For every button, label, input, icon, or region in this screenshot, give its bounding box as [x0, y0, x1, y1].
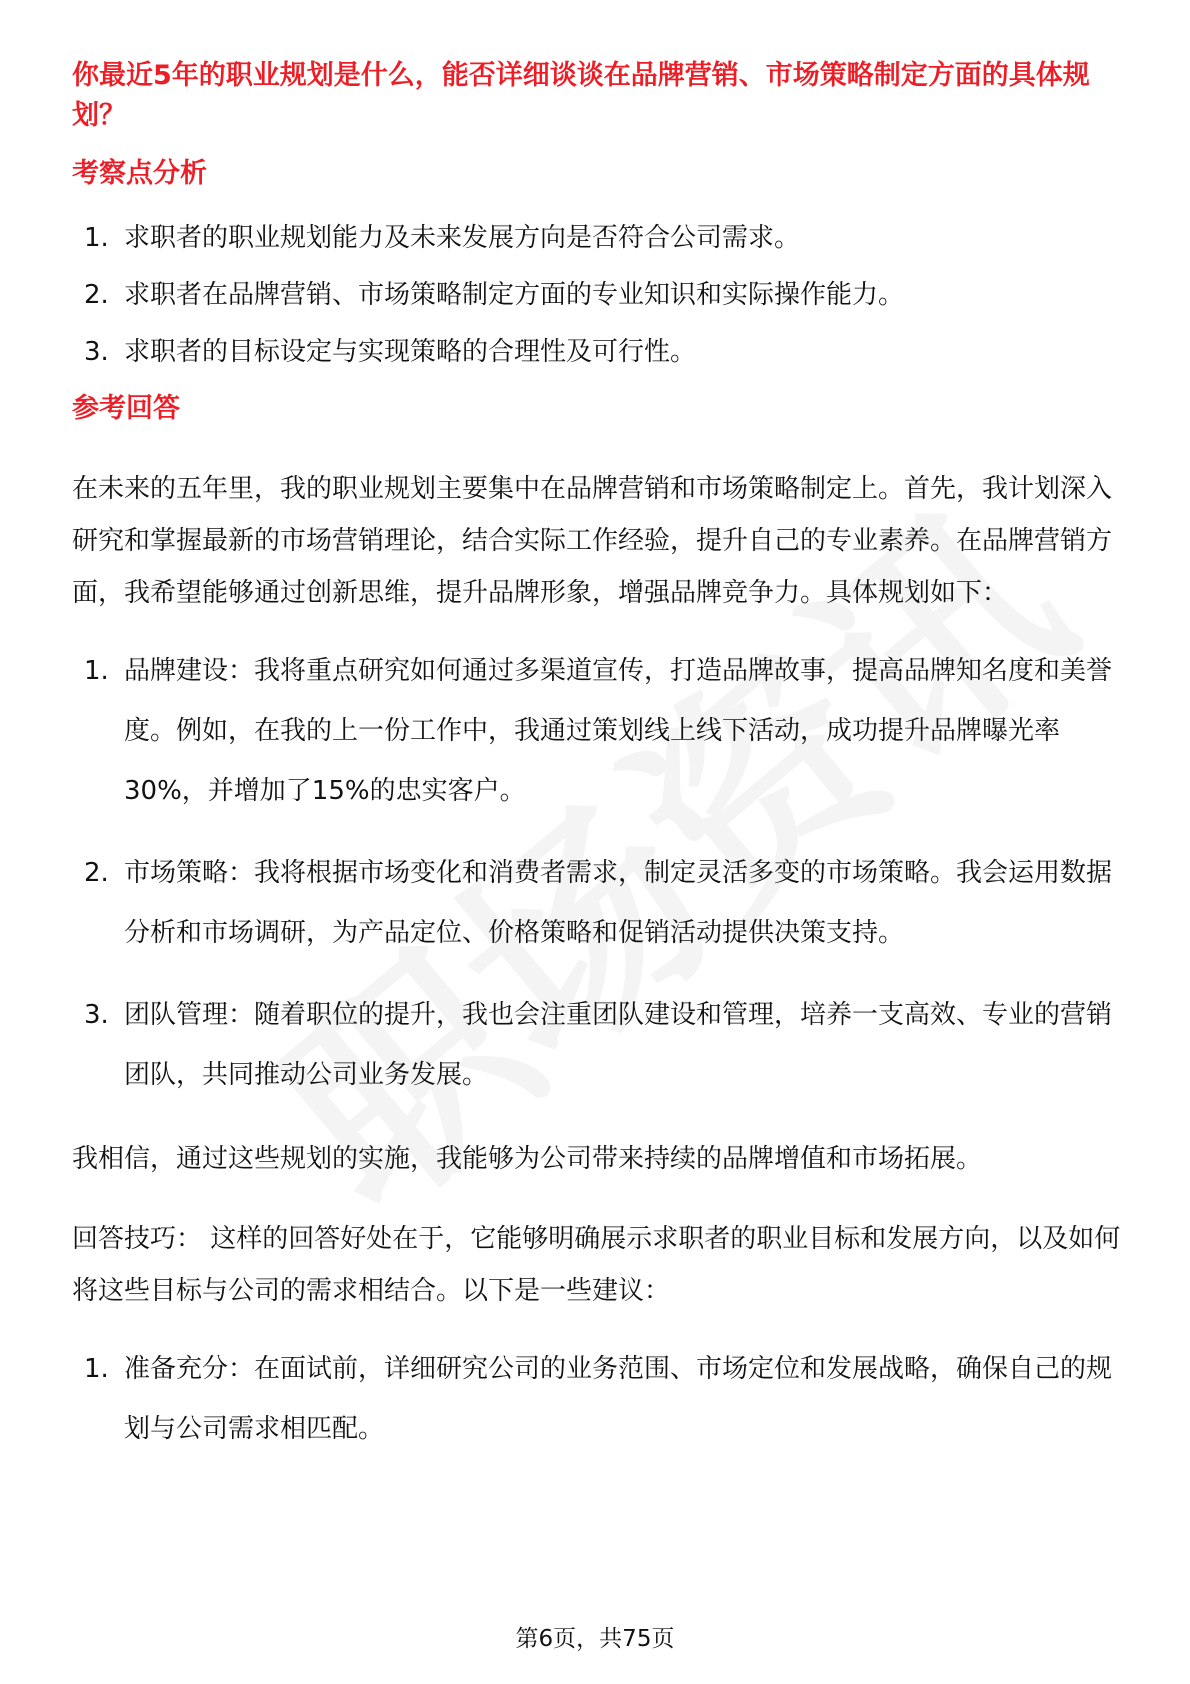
list-text: 求职者在品牌营销、市场策略制定方面的专业知识和实际操作能力。 — [124, 280, 905, 310]
tips-intro: 回答技巧： 这样的回答好处在于，它能够明确展示求职者的职业目标和发展方向，以及如何将这些目标与公司的需求相结合。以下是一些建议： — [72, 1224, 1121, 1306]
analysis-heading: 考察点分析 — [72, 158, 207, 189]
list-item — [72, 1339, 1122, 1459]
list-item — [72, 275, 1122, 315]
answer-conclusion: 我相信，通过这些规划的实施，我能够为公司带来持续的品牌增值和市场拓展。 — [72, 1144, 983, 1174]
list-number: 2. — [84, 280, 109, 310]
list-item — [72, 218, 1122, 258]
page-footer: 第6页，共75页 — [515, 1626, 675, 1652]
list-text: 团队管理：随着职位的提升，我也会注重团队建设和管理，培养一支高效、专业的营销团队，共同推动公司业务发展。 — [124, 1000, 1113, 1090]
question-title: 你最近5年的职业规划是什么，能否详细谈谈在品牌营销、市场策略制定方面的具体规划？ — [72, 60, 1090, 131]
list-text: 市场策略：我将根据市场变化和消费者需求，制定灵活多变的市场策略。我会运用数据分析和市场调研，为产品定位、价格策略和促销活动提供决策支持。 — [124, 858, 1113, 948]
answer-intro: 在未来的五年里，我的职业规划主要集中在品牌营销和市场策略制定上。首先，我计划深入研究和掌握最新的市场营销理论，结合实际工作经验，提升自己的专业素养。在品牌营销方面，我希望能够通过创新思维，提升品牌形象，增强品牌竞争力。具体规划如下： — [72, 474, 1113, 608]
list-text: 准备充分：在面试前，详细研究公司的业务范围、市场定位和发展战略，确保自己的规划与公司需求相匹配。 — [124, 1354, 1113, 1444]
list-number: 1. — [84, 656, 109, 686]
list-number: 2. — [84, 858, 109, 888]
tips-list — [72, 1339, 1122, 1459]
list-number: 3. — [84, 337, 109, 367]
list-text: 求职者的职业规划能力及未来发展方向是否符合公司需求。 — [124, 223, 801, 253]
answer-heading: 参考回答 — [72, 393, 180, 424]
list-text: 求职者的目标设定与实现策略的合理性及可行性。 — [124, 337, 697, 367]
list-text: 品牌建设：我将重点研究如何通过多渠道宣传，打造品牌故事，提高品牌知名度和美誉度。例如，在我的上一份工作中，我通过策划线上线下活动，成功提升品牌曝光率30%，并增加了15%的忠实客户。 — [124, 656, 1113, 806]
answer-list — [72, 641, 1122, 1105]
list-item — [72, 985, 1122, 1105]
list-number: 3. — [84, 1000, 109, 1030]
list-item — [72, 332, 1122, 372]
document-page — [72, 56, 1122, 1459]
list-number: 1. — [84, 1354, 109, 1384]
list-item — [72, 641, 1122, 821]
list-number: 1. — [84, 223, 109, 253]
list-item — [72, 843, 1122, 963]
analysis-list — [72, 218, 1122, 372]
